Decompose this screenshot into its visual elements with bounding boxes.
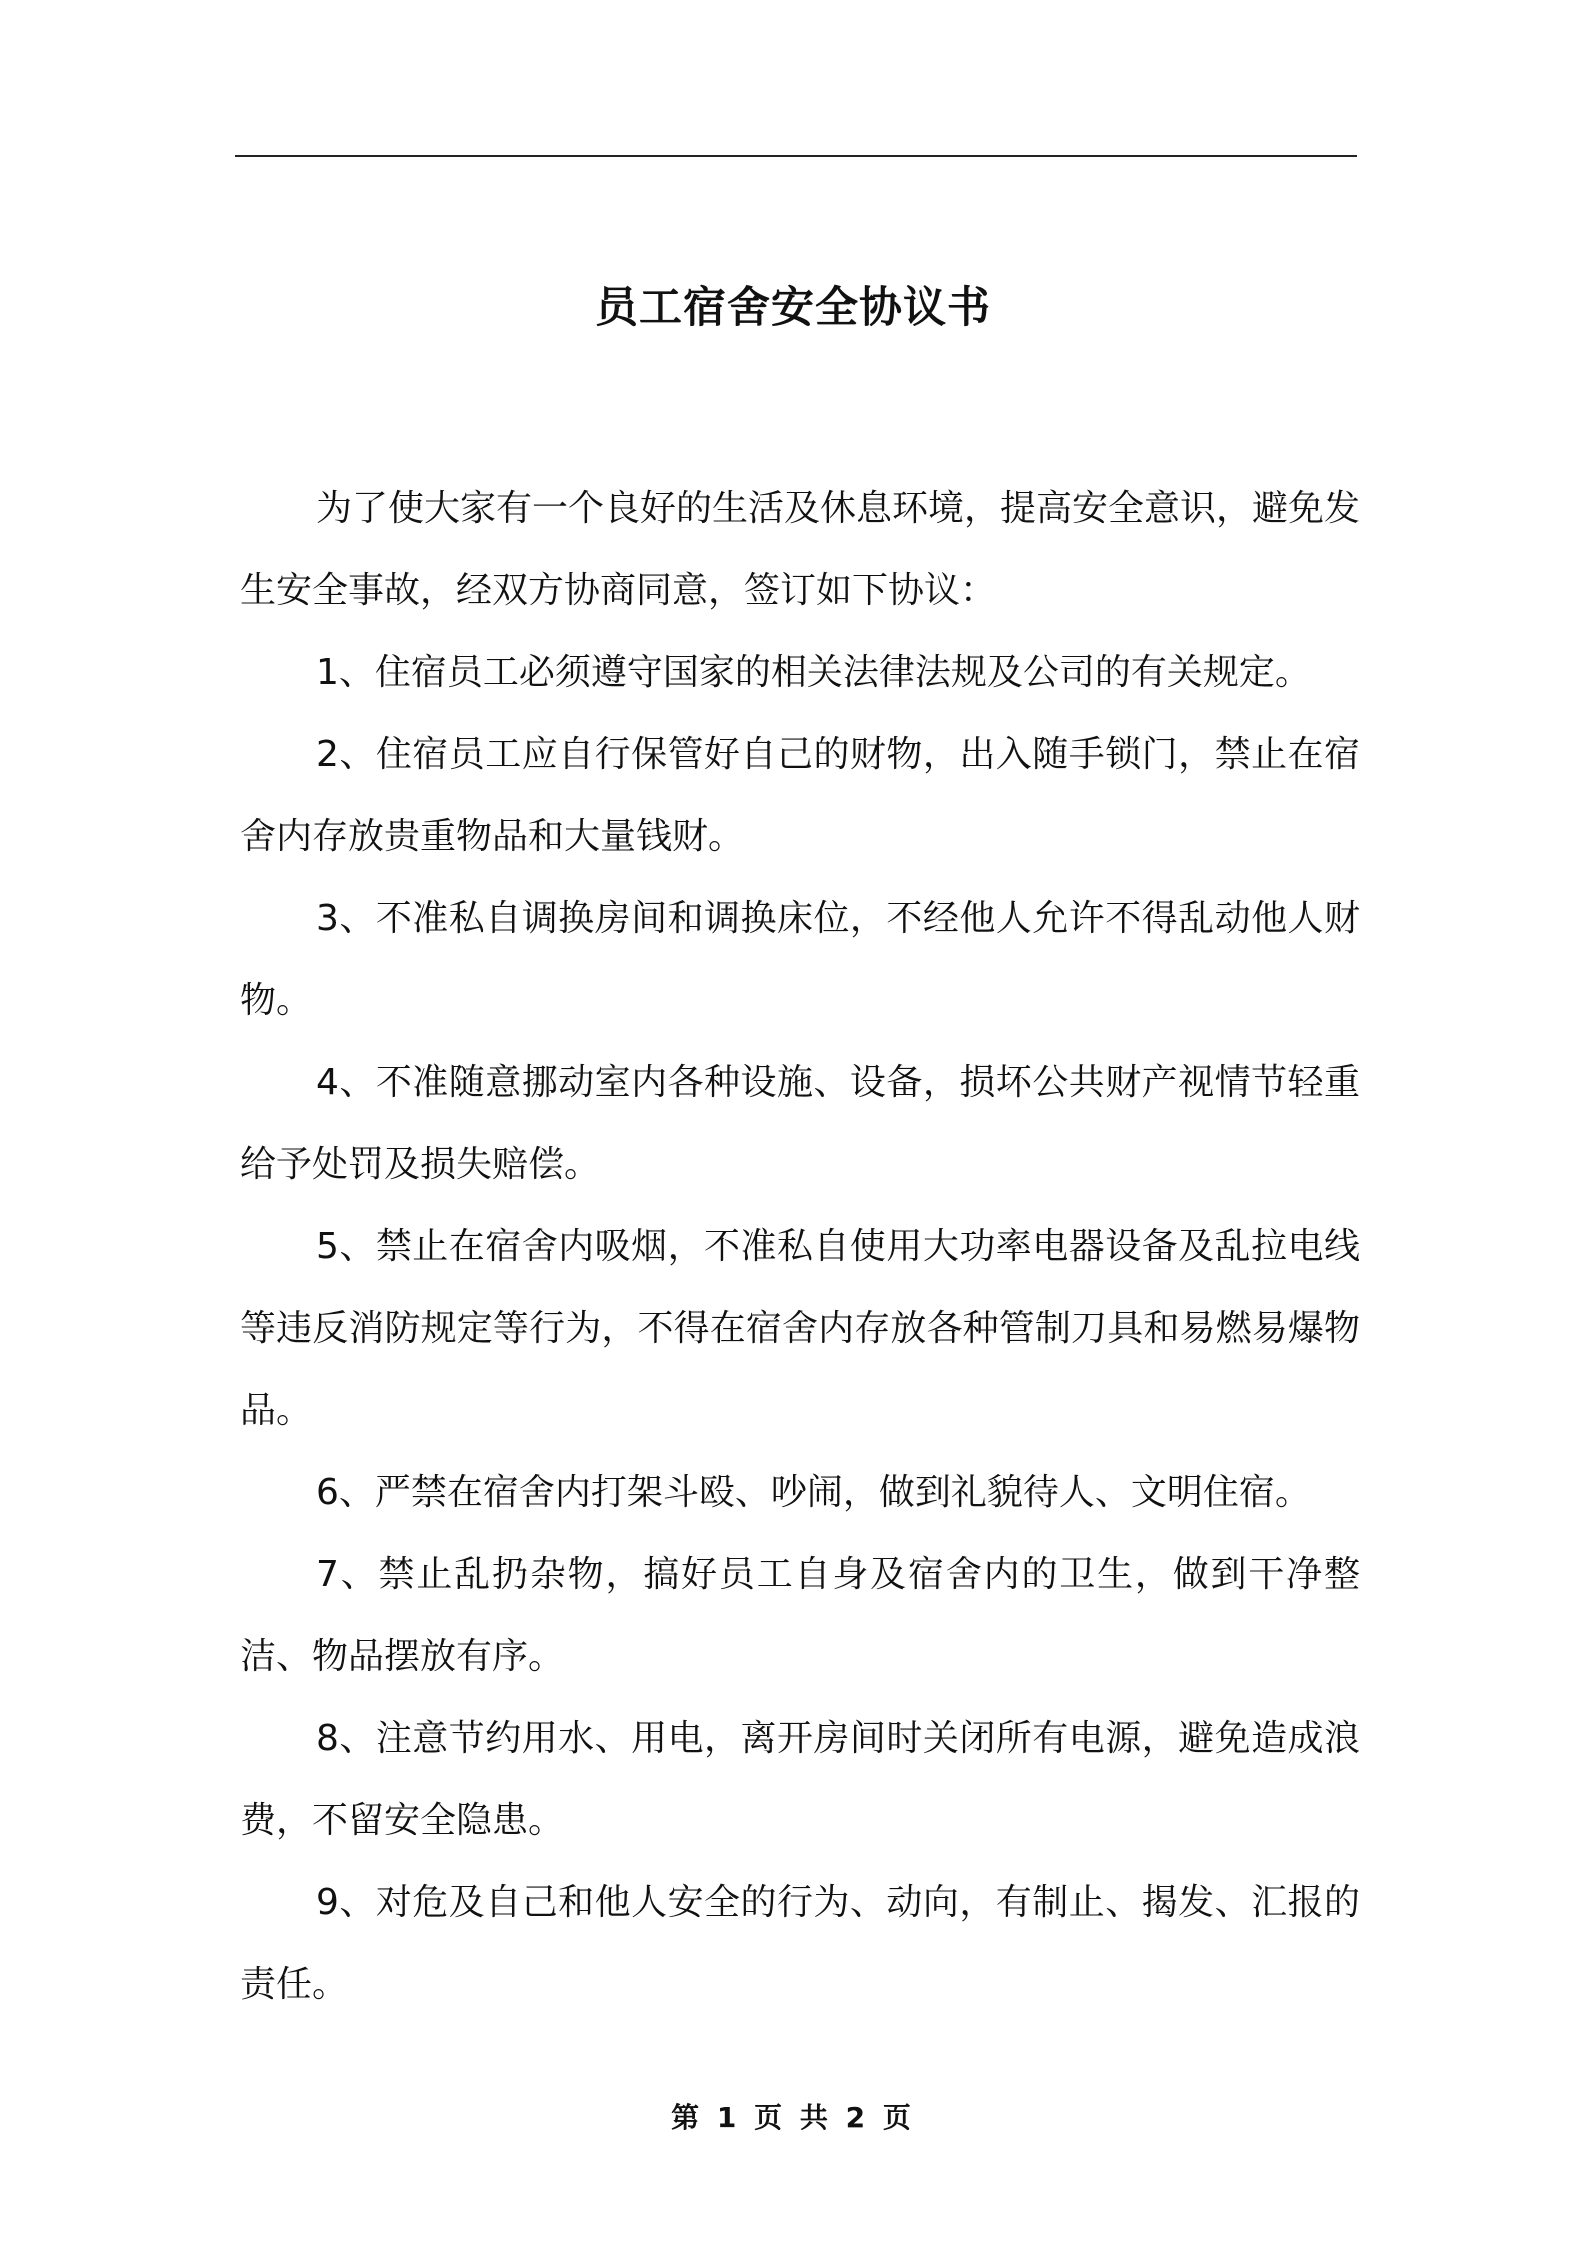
document-body — [240, 468, 1360, 2026]
clause-7: 7、禁止乱扔杂物，搞好员工自身及宿舍内的卫生，做到干净整洁、物品摆放有序。 — [240, 1554, 1360, 1677]
page-number-footer: 第 1 页 共 2 页 — [671, 2101, 915, 2134]
intro-paragraph: 为了使大家有一个良好的生活及休息环境，提高安全意识，避免发生安全事故，经双方协商同意，签订如下协议： — [240, 488, 1361, 611]
header-rule — [235, 155, 1357, 157]
clause-2: 2、住宿员工应自行保管好自己的财物，出入随手锁门，禁止在宿舍内存放贵重物品和大量钱财。 — [240, 734, 1360, 857]
clause-4: 4、不准随意挪动室内各种设施、设备，损坏公共财产视情节轻重给予处罚及损失赔偿。 — [240, 1062, 1360, 1185]
clause-9: 9、对危及自己和他人安全的行为、动向，有制止、揭发、汇报的责任。 — [240, 1882, 1360, 2005]
clause-1: 1、住宿员工必须遵守国家的相关法律法规及公司的有关规定。 — [316, 652, 1311, 693]
clause-6: 6、严禁在宿舍内打架斗殴、吵闹，做到礼貌待人、文明住宿。 — [316, 1472, 1311, 1513]
clause-8: 8、注意节约用水、用电，离开房间时关闭所有电源，避免造成浪费，不留安全隐患。 — [240, 1718, 1360, 1841]
clause-5: 5、禁止在宿舍内吸烟，不准私自使用大功率电器设备及乱拉电线等违反消防规定等行为，不得在宿舍内存放各种管制刀具和易燃易爆物品。 — [240, 1226, 1360, 1431]
document-title: 员工宿舍安全协议书 — [595, 283, 991, 333]
clause-3: 3、不准私自调换房间和调换床位，不经他人允许不得乱动他人财物。 — [240, 898, 1360, 1021]
